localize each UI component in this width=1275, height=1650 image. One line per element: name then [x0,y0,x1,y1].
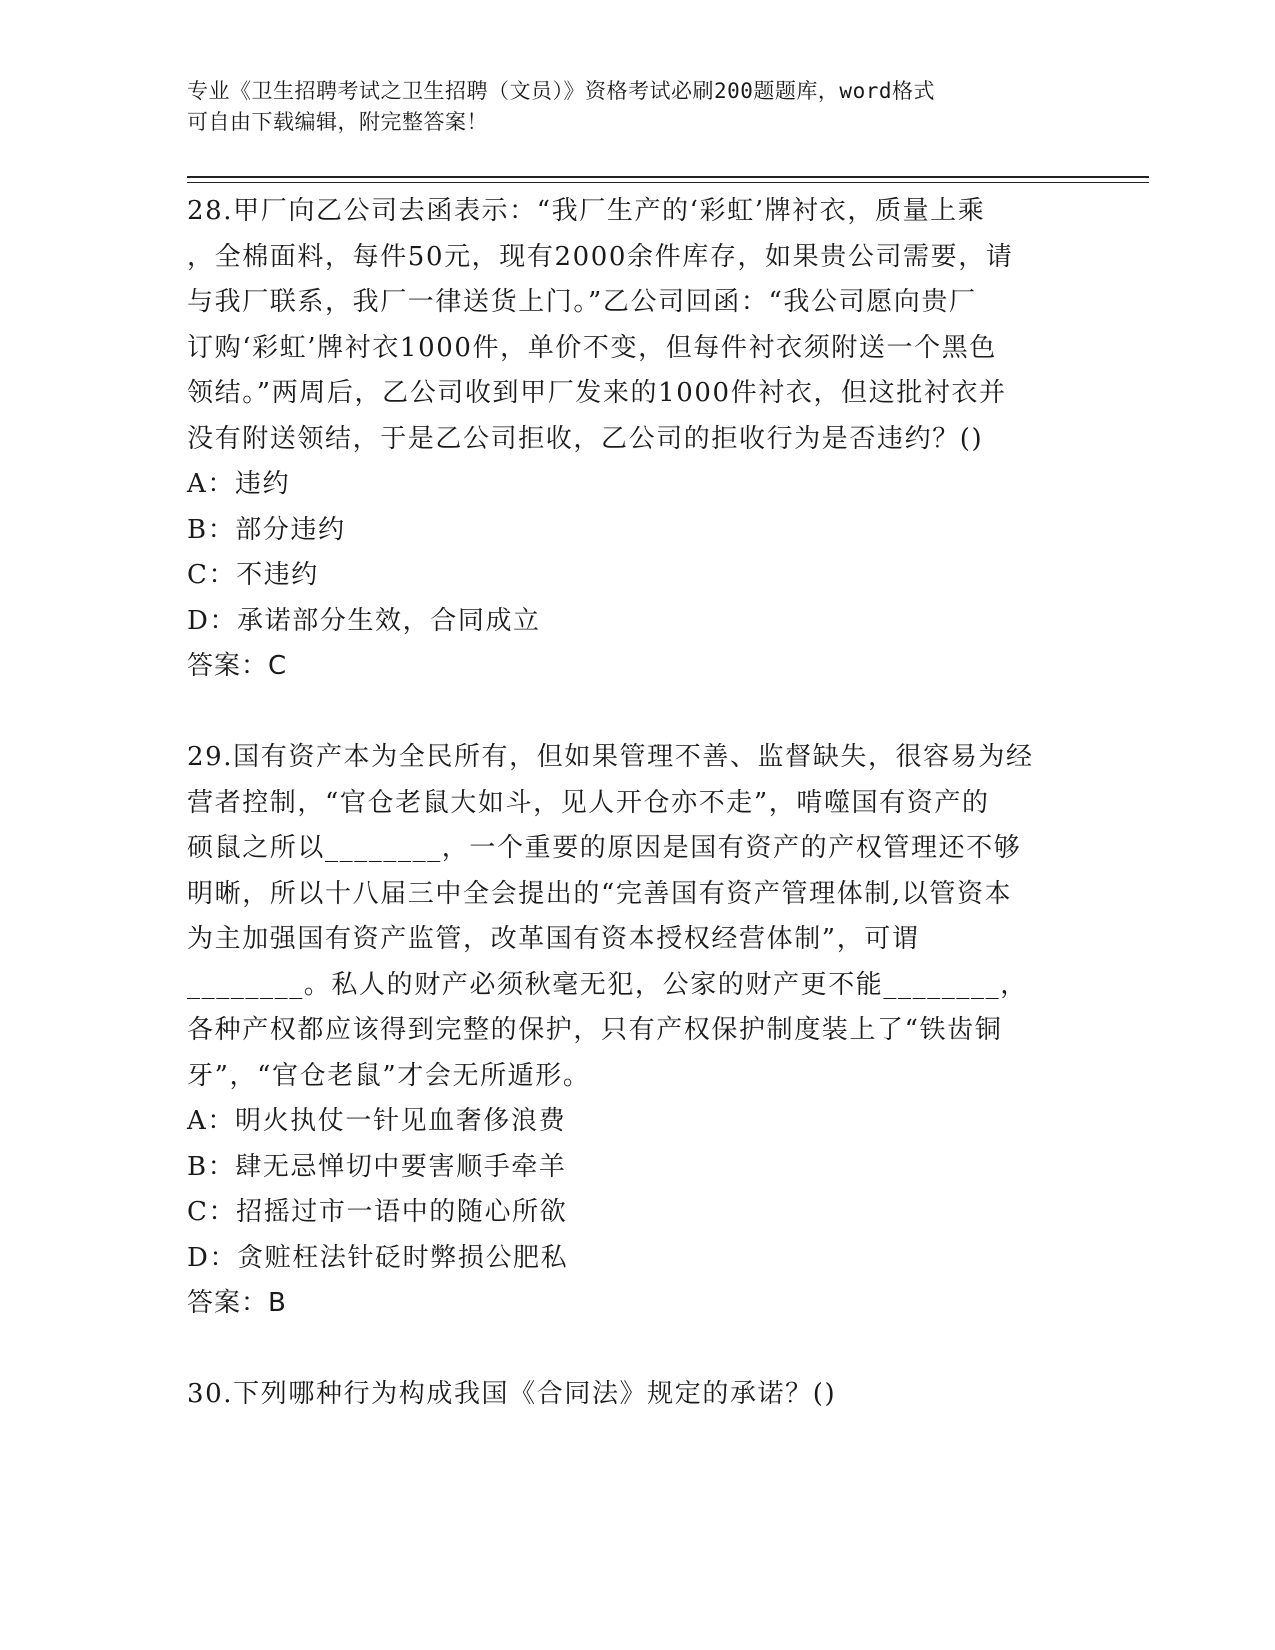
option-a: A：明火执仗一针见血奢侈浪费 [187,1106,567,1136]
question-text-line: 明晰，所以十八届三中全会提出的“完善国有资产管理体制,以管资本 [187,878,1013,909]
option-a: A：违约 [187,469,291,499]
question-29 [187,735,1087,1327]
question-28 [187,189,1087,690]
header-divider-thin [187,182,1149,183]
question-text-line: 订购‘彩虹’牌衬衣1000件，单价不变，但每件衬衣须附送一个黑色 [187,332,997,363]
question-text-line: 硕鼠之所以________，一个重要的原因是国有资产的产权管理还不够 [187,833,1022,863]
question-spacer [187,1327,1087,1373]
question-spacer [187,690,1087,736]
question-text-line: 没有附送领结，于是乙公司拒收，乙公司的拒收行为是否违约？() [187,423,984,454]
option-b: B：部分违约 [187,514,346,545]
question-30 [187,1372,1087,1418]
question-text-line: 29.国有资产本为全民所有，但如果管理不善、监督缺失，很容易为经 [187,742,1034,772]
header-line: 可自由下载编辑，附完整答案！ [187,110,488,134]
question-text-line: 营者控制，“官仓老鼠大如斗，见人开仓亦不走”，啃噬国有资产的 [187,787,990,818]
question-text-line: 与我厂联系，我厂一律送货上门。”乙公司回函：“我公司愿向贵厂 [187,287,977,317]
option-c: C：不违约 [187,560,319,590]
question-text-line: 牙”，“官仓老鼠”才会无所遁形。 [187,1060,591,1091]
question-text-line: 领结。”两周后，乙公司收到甲厂发来的1000件衬衣，但这批衬衣并 [187,378,1007,408]
question-text-line: 28.甲厂向乙公司去函表示：“我厂生产的‘彩虹’牌衬衣，质量上乘 [187,196,986,226]
question-list [187,189,1087,1418]
question-text-line: ________。私人的财产必须秋毫无犯，公家的财产更不能________， [187,969,1028,1000]
question-text-line: ，全棉面料，每件50元，现有2000余件库存，如果贵公司需要，请 [187,241,1014,272]
option-c: C：招摇过市一语中的随心所欲 [187,1197,568,1227]
option-d: D：承诺部分生效，合同成立 [187,605,541,636]
question-text-line: 为主加强国有资产监管，改革国有资本授权经营体制”，可谓 [187,924,920,954]
header-divider-thick [187,176,1149,178]
question-text-line: 各种产权都应该得到完整的保护，只有产权保护制度装上了“铁齿铜 [187,1015,1003,1045]
answer-line: 答案：C [187,651,288,681]
header-line: 专业《卫生招聘考试之卫生招聘（文员）》资格考试必刷200题题库，word格式 [187,79,935,103]
option-b: B：肆无忌惮切中要害顺手牵羊 [187,1151,567,1182]
question-text-line: 30.下列哪种行为构成我国《合同法》规定的承诺？() [187,1379,837,1409]
document-header [187,76,1067,138]
option-d: D：贪赃枉法针砭时弊损公肥私 [187,1242,569,1273]
answer-line: 答案：B [187,1288,287,1318]
